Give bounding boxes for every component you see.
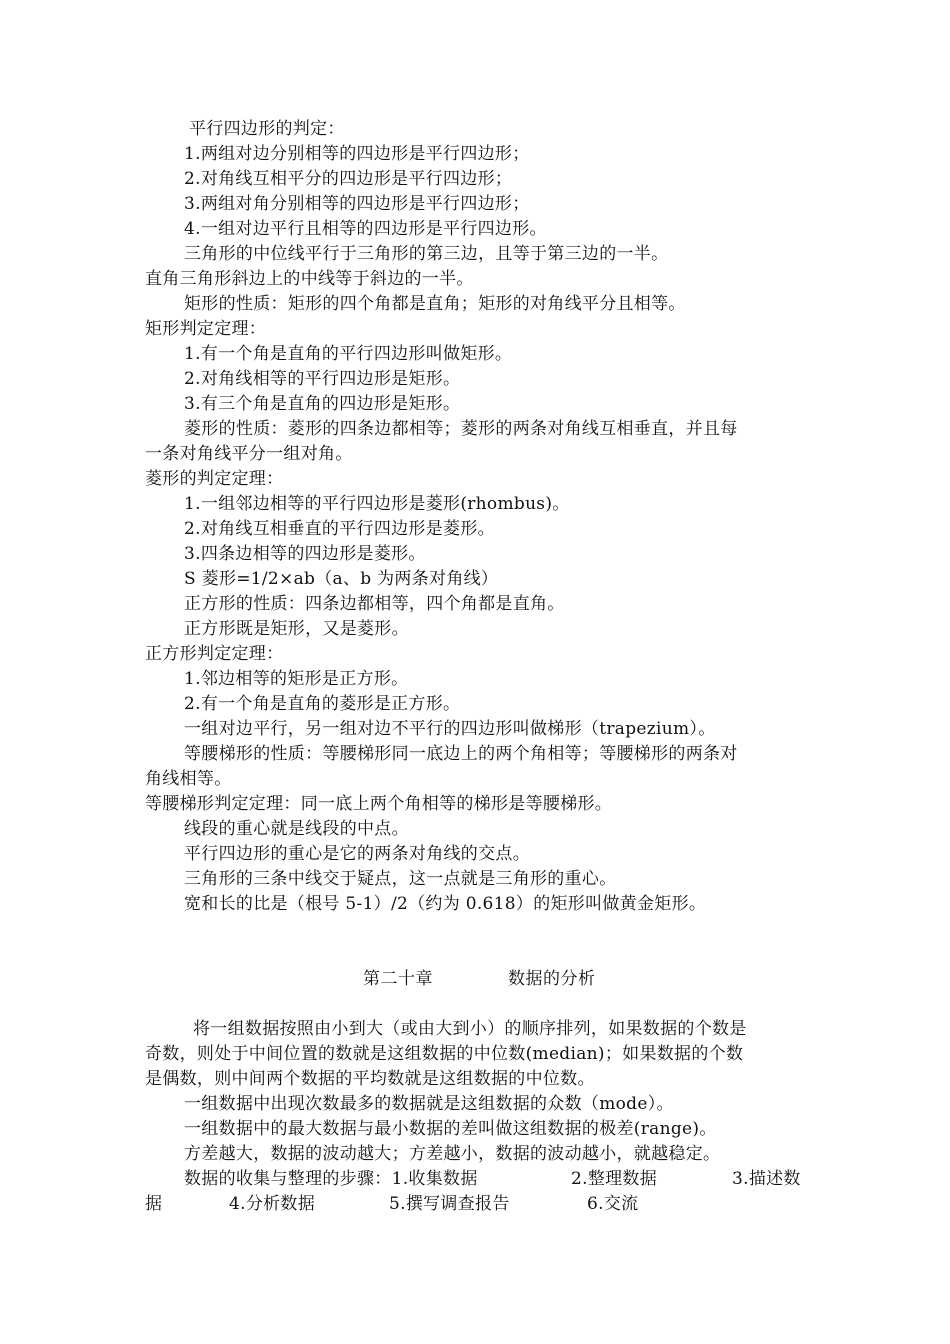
text-line: 线段的重心就是线段的中点。 (184, 819, 409, 839)
text-line: 矩形的性质：矩形的四个角都是直角；矩形的对角线平分且相等。 (184, 294, 686, 314)
text-line: 一组对边平行，另一组对边不平行的四边形叫做梯形（trapezium）。 (184, 719, 716, 739)
step-5: 5.撰写调查报告 (389, 1194, 510, 1214)
text-line: 角线相等。 (145, 769, 232, 789)
text-line: 宽和长的比是（根号 5-1）/2（约为 0.618）的矩形叫做黄金矩形。 (184, 894, 707, 914)
text-line: 1.邻边相等的矩形是正方形。 (184, 669, 409, 689)
chapter-number: 第二十章 (363, 969, 433, 989)
steps-intro: 数据的收集与整理的步骤：1.收集数据 (184, 1169, 478, 1189)
text-line: 一条对角线平分一组对角。 (145, 444, 353, 464)
text-line: 是偶数，则中间两个数据的平均数就是这组数据的中位数。 (145, 1069, 595, 1089)
text-line: 将一组数据按照由小到大（或由大到小）的顺序排列，如果数据的个数是 (193, 1019, 747, 1039)
text-line: 直角三角形斜边上的中线等于斜边的一半。 (145, 269, 474, 289)
text-line: 2.对角线相等的平行四边形是矩形。 (184, 369, 461, 389)
text-line: 方差越大，数据的波动越大；方差越小，数据的波动越小，就越稳定。 (184, 1144, 721, 1164)
text-line: S 菱形=1/2×ab（a、b 为两条对角线） (184, 569, 499, 589)
step-4: 4.分析数据 (229, 1194, 316, 1214)
text-line: 平行四边形的判定： (189, 119, 345, 139)
text-line: 1.两组对边分别相等的四边形是平行四边形； (184, 144, 530, 164)
text-line: 三角形的中位线平行于三角形的第三边，且等于第三边的一半。 (184, 244, 669, 264)
text-line: 一组数据中出现次数最多的数据就是这组数据的众数（mode）。 (184, 1094, 674, 1114)
text-line: 正方形既是矩形，又是菱形。 (184, 619, 409, 639)
text-line: 菱形的判定定理： (145, 469, 284, 489)
text-line: 平行四边形的重心是它的两条对角线的交点。 (184, 844, 530, 864)
text-line: 三角形的三条中线交于疑点，这一点就是三角形的重心。 (184, 869, 617, 889)
text-line: 3.有三个角是直角的四边形是矩形。 (184, 394, 461, 414)
step-2: 2.整理数据 (571, 1169, 658, 1189)
step-6: 6.交流 (587, 1194, 639, 1214)
text-line: 2.有一个角是直角的菱形是正方形。 (184, 694, 461, 714)
text-line: 等腰梯形的性质：等腰梯形同一底边上的两个角相等；等腰梯形的两条对 (184, 744, 738, 764)
text-line: 1.有一个角是直角的平行四边形叫做矩形。 (184, 344, 513, 364)
step-3: 3.描述数 (732, 1169, 801, 1189)
text-line: 3.四条边相等的四边形是菱形。 (184, 544, 426, 564)
text-line: 正方形判定定理： (145, 644, 284, 664)
text-line: 奇数，则处于中间位置的数就是这组数据的中位数(median)；如果数据的个数 (145, 1044, 744, 1064)
text-line: 2.对角线互相垂直的平行四边形是菱形。 (184, 519, 495, 539)
text-line: 矩形判定定理： (145, 319, 267, 339)
text-line: 正方形的性质：四条边都相等，四个角都是直角。 (184, 594, 565, 614)
text-line: 4.一组对边平行且相等的四边形是平行四边形。 (184, 219, 547, 239)
text-line: 2.对角线互相平分的四边形是平行四边形； (184, 169, 513, 189)
text-line: 菱形的性质：菱形的四条边都相等；菱形的两条对角线互相垂直，并且每 (184, 419, 738, 439)
text-line: 一组数据中的最大数据与最小数据的差叫做这组数据的极差(range)。 (184, 1119, 717, 1139)
step-3-continued: 据 (145, 1194, 163, 1214)
text-line: 等腰梯形判定定理：同一底上两个角相等的梯形是等腰梯形。 (145, 794, 613, 814)
chapter-title: 数据的分析 (508, 969, 596, 989)
text-line: 3.两组对角分别相等的四边形是平行四边形； (184, 194, 530, 214)
text-line: 1.一组邻边相等的平行四边形是菱形(rhombus)。 (184, 494, 570, 514)
